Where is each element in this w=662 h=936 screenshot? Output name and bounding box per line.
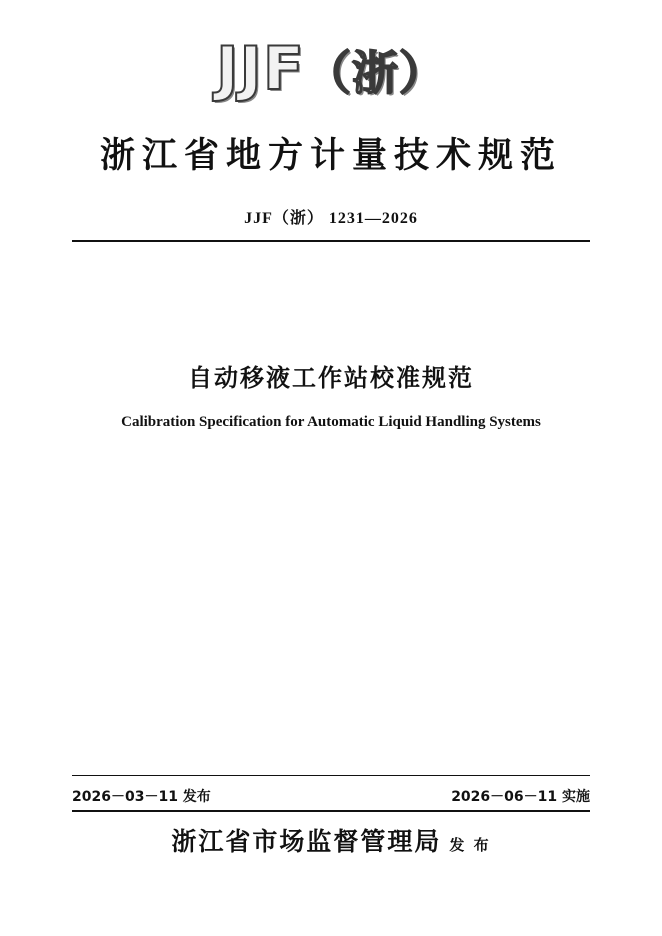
document-title-english: Calibration Specification for Automatic Liquid Handling Systems [121, 414, 541, 430]
footer-divider-top [72, 775, 590, 776]
effective-date: 2026－06－11 实施 [451, 789, 590, 805]
issuer-verb: 发 布 [449, 836, 491, 854]
issuer [0, 822, 662, 858]
issue-date: 2026－03－11 发布 [72, 789, 211, 805]
issuer-name: 浙江省市场监督管理局 [171, 827, 442, 856]
page-title: 浙江省地方计量技术规范 [99, 135, 562, 176]
jjf-logo [0, 34, 662, 104]
jjf-logo-province: （浙） [304, 46, 446, 100]
header-divider [72, 240, 590, 242]
standard-number: JJF（浙） 1231—2026 [244, 210, 418, 227]
footer-divider-bottom [72, 810, 590, 812]
footer-dates [72, 782, 590, 810]
jjf-logo-text: JJF [216, 34, 305, 104]
document-title-chinese: 自动移液工作站校准规范 [188, 363, 474, 392]
